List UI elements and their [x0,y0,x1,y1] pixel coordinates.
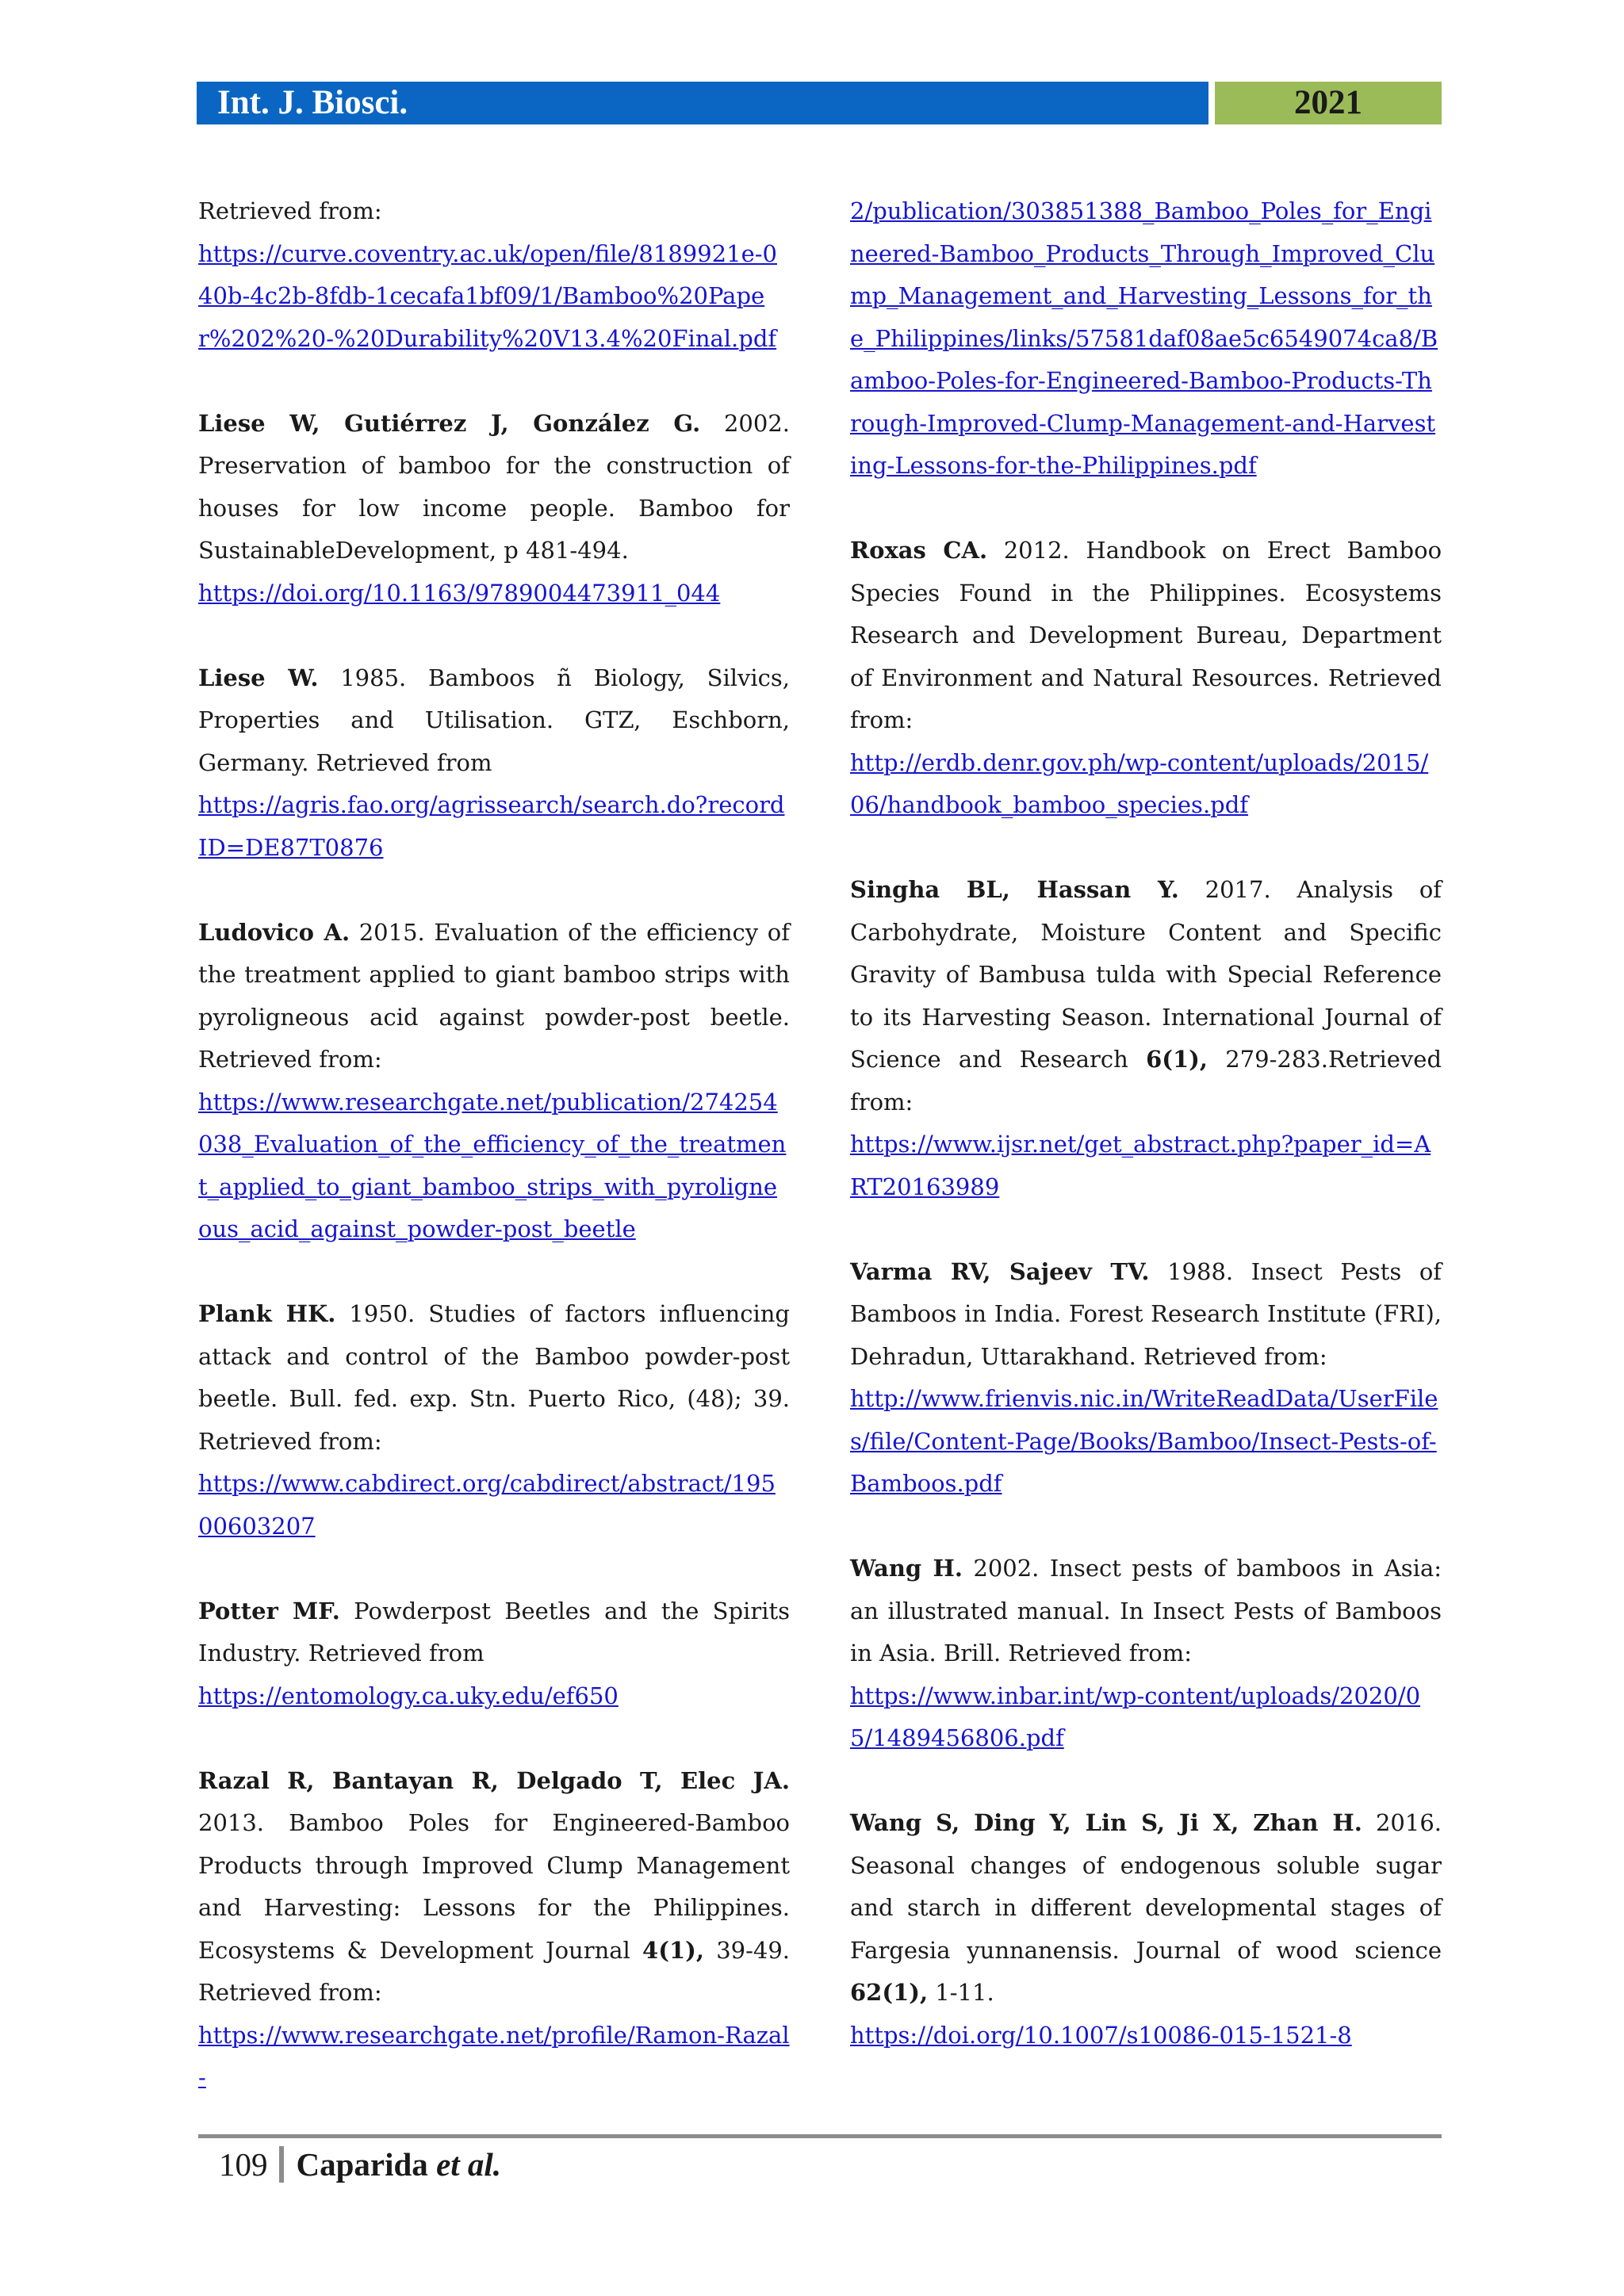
ref-text: Retrieved from: [198,197,382,224]
ref-text-end: 39-49. Retrieved from: [198,1936,791,2006]
ref-year: 1950. [349,1300,416,1327]
footer-divider [279,2146,284,2183]
reference-ludovico-2015 [198,912,790,1251]
footer-etal: et al. [436,2146,502,2183]
reference-wang-2002 [850,1548,1442,1760]
reference-wang-2016 [850,1802,1442,2057]
ref-authors: Liese W. [198,664,319,691]
ref-link[interactable]: https://www.inbar.int/wp-content/uploads/2020/05/1489456806.pdf [850,1682,1421,1751]
ref-link[interactable]: https://entomology.ca.uky.edu/ef650 [198,1682,619,1709]
ref-link[interactable]: https://doi.org/10.1007/s10086-015-1521-8 [850,2021,1352,2049]
ref-authors: Roxas CA. [850,537,988,564]
ref-year: 2017. [1205,876,1271,903]
reference-roxas-2012 [850,530,1442,827]
ref-year: 2002. [723,409,791,437]
year-bar [1215,82,1442,124]
ref-link[interactable]: https://doi.org/10.1163/9789004473911_044 [198,579,721,607]
ref-text: Bamboo Poles for Engineered-Bamboo Products through Improved Clump Management and Harvesting: Lessons for the Philippines. Ecosystems & Development Journal [198,1809,790,1964]
reference-potter [198,1590,790,1718]
ref-link[interactable]: 2/publication/303851388_Bamboo_Poles_for_Engineered-Bamboo_Products_Through_Improved_Clump_Management_and_Harvesting_Lessons_for_the_Philippines/links/57581daf08ae5c6549074ca8/Bamboo-Poles-for-Engineered-Bamboo-Products-Through-Improved-Clump-Management-and-Harvesting-Lessons-for-the-Philippines.pdf [850,197,1438,479]
ref-authors: Wang S, Ding Y, Lin S, Ji X, Zhan H. [850,1809,1362,1836]
ref-link[interactable]: https://www.cabdirect.org/cabdirect/abstract/19500603207 [198,1470,776,1540]
footer-rule [198,2134,1442,2138]
ref-year: 2015. [358,918,425,946]
ref-year: 1985. [340,664,407,691]
ref-link[interactable]: http://www.frienvis.nic.in/WriteReadData/UserFiles/file/Content-Page/Books/Bamboo/Insect-Pests-of-Bamboos.pdf [850,1385,1438,1497]
ref-volume: 4(1), [642,1936,704,1964]
reference-liese-2002 [198,403,790,615]
ref-text: Studies of factors influencing attack and control of the Bamboo powder-post beetle. Bull. fed. exp. Stn. Puerto Rico, (48); 39. Retrieved from: [198,1300,790,1455]
ref-link[interactable]: https://www.ijsr.net/get_abstract.php?paper_id=ART20163989 [850,1131,1431,1200]
journal-title: Int. J. Biosci. [217,84,408,121]
footer-author-name: Caparida [296,2146,428,2183]
ref-authors: Varma RV, Sajeev TV. [850,1257,1150,1285]
page-number: 109 [219,2146,268,2183]
ref-year: 2013. [198,1809,265,1836]
ref-year: 2002. [973,1555,1040,1582]
ref-authors: Plank HK. [198,1300,336,1327]
ref-text: Powderpost Beetles and the Spirits Industry. Retrieved from [198,1597,791,1667]
ref-year: 2016. [1375,1809,1442,1836]
ref-year: 2012. [1003,537,1070,564]
ref-authors: Potter MF. [198,1597,340,1624]
ref-text-end: 1-11. [935,1979,994,2006]
page-footer [198,2143,501,2186]
reference-plank-1950 [198,1293,790,1548]
ref-authors: Wang H. [850,1555,963,1582]
ref-text: Insect pests of bamboos in Asia: an illustrated manual. In Insect Pests of Bamboos in Asia. Brill. Retrieved from: [850,1555,1442,1667]
ref-link[interactable]: https://agris.fao.org/agrissearch/search.do?recordID=DE87T0876 [198,791,785,861]
ref-text: Evaluation of the efficiency of the treatment applied to giant bamboo strips with pyroligneous acid against powder-post beetle. Retrieved from: [198,918,790,1073]
ref-text: Seasonal changes of endogenous soluble sugar and starch in different developmental stages of Fargesia yunnanensis. Journal of wood science [850,1851,1442,1964]
journal-title-bar [197,82,1208,124]
reference-liese-1985 [198,657,790,870]
ref-text: Handbook on Erect Bamboo Species Found in the Philippines. Ecosystems Research and Development Bureau, Department of Environment and Natural Resources. Retrieved from: [850,537,1442,733]
ref-link[interactable]: http://erdb.denr.gov.ph/wp-content/uploads/2015/06/handbook_bamboo_species.pdf [850,748,1429,818]
ref-authors: Ludovico A. [198,918,350,946]
right-column [850,190,1442,2099]
ref-text: Insect Pests of Bamboos in India. Forest Research Institute (FRI), Dehradun, Uttarakhand. Retrieved from: [850,1257,1442,1370]
ref-authors: Liese W, Gutiérrez J, González G. [198,409,701,437]
reference-continued [850,190,1442,488]
ref-text: Analysis of Carbohydrate, Moisture Content and Specific Gravity of Bambusa tulda with Special Reference to its Harvesting Season. International Journal of Science and Research [850,876,1442,1073]
ref-year: 1988. [1167,1257,1234,1285]
reference-continued [198,190,790,360]
ref-link[interactable]: https://curve.coventry.ac.uk/open/file/8189921e-040b-4c2b-8fdb-1cecafa1bf09/1/Bamboo%20Paper%202%20-%20Durability%20V13.4%20Final.pdf [198,239,777,352]
reference-razal-2013 [198,1760,790,2099]
ref-authors: Razal R, Bantayan R, Delgado T, Elec JA. [198,1766,790,1794]
year: 2021 [1294,84,1362,121]
ref-text-end: 279-283.Retrieved from: [850,1046,1442,1115]
ref-link[interactable]: https://www.researchgate.net/publication/274254038_Evaluation_of_the_efficiency_of_the_treatment_applied_to_giant_bamboo_strips_with_pyroligneous_acid_against_powder-post_beetle [198,1088,787,1242]
ref-link[interactable]: https://www.researchgate.net/profile/Ramon-Razal- [198,2021,790,2091]
left-column [198,190,790,2141]
ref-volume: 6(1), [1146,1046,1208,1073]
ref-volume: 62(1), [850,1979,929,2006]
reference-singha-2017 [850,869,1442,1208]
ref-text: Bamboos ñ Biology, Silvics, Properties and Utilisation. GTZ, Eschborn, Germany. Retrieved from [198,664,791,776]
reference-varma-1988 [850,1251,1442,1506]
footer-author [297,2143,502,2186]
ref-text: Preservation of bamboo for the construction of houses for low income people. Bamboo for SustainableDevelopment, p 481-494. [198,452,790,564]
ref-authors: Singha BL, Hassan Y. [850,876,1179,903]
